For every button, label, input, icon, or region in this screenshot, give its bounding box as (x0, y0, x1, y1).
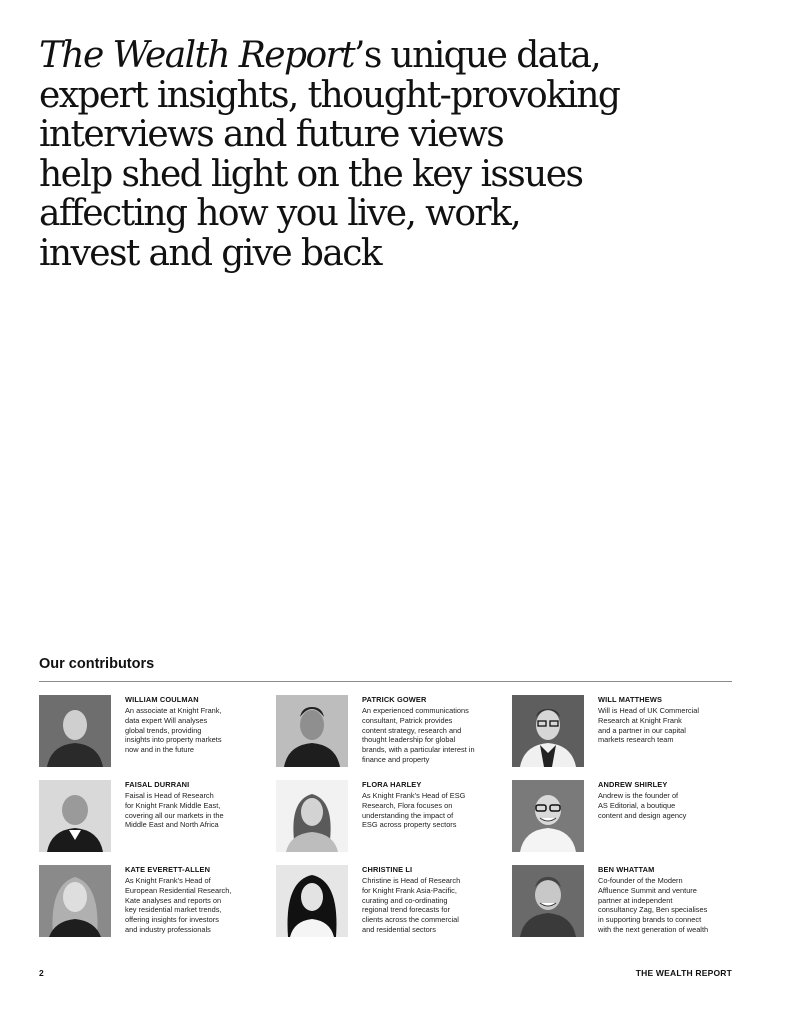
portrait-photo-icon (276, 780, 348, 852)
contributor-bio: Co-founder of the Modern Affluence Summit and venture partner at independent consultancy Zag, Ben specialises in supporting brands to connect with the next generation of wealth (598, 876, 709, 934)
headline-line-6: invest and give back (39, 232, 381, 274)
headline-line-3: interviews and future views (39, 114, 504, 155)
contributor-card (39, 695, 279, 775)
section-divider (39, 681, 732, 682)
contributor-bio: Will is Head of UK Commercial Research at Knight Frank and a partner in our capital markets research team (598, 706, 700, 745)
contributor-card (39, 780, 279, 860)
contributor-card (512, 865, 752, 945)
contributor-name: ANDREW SHIRLEY (598, 780, 668, 789)
contributor-card (39, 865, 279, 945)
contributor-name: PATRICK GOWER (362, 695, 427, 704)
portrait-photo-icon (512, 695, 584, 767)
portrait-photo-icon (512, 780, 584, 852)
contributor-bio: Faisal is Head of Research for Knight Frank Middle East, covering all our markets in the Middle East and North Africa (125, 791, 224, 830)
portrait-photo-icon (39, 865, 111, 937)
contributor-bio: As Knight Frank’s Head of ESG Research, Flora focuses on understanding the impact of ESG across property sectors (362, 791, 466, 830)
contributor-card (512, 695, 752, 775)
contributor-card (276, 865, 516, 945)
headline-line-1 (39, 35, 600, 76)
headline-line-2: expert insights, thought-provoking (39, 74, 620, 116)
contributor-name: FLORA HARLEY (362, 780, 422, 789)
contributor-name: WILLIAM COULMAN (125, 695, 199, 704)
headline-title-italic: The Wealth Report (39, 35, 354, 76)
contributor-bio: Christine is Head of Research for Knight Frank Asia-Pacific, curating and co-ordinating regional trend forecasts for clients across the commercial and residential sectors (362, 876, 461, 934)
portrait-photo-icon (512, 865, 584, 937)
contributor-card (276, 695, 516, 775)
contributor-name: FAISAL DURRANI (125, 780, 190, 789)
contributor-bio: Andrew is the founder of AS Editorial, a boutique content and design agency (598, 791, 687, 820)
contributor-bio: An associate at Knight Frank, data expert Will analyses global trends, providing insights into property markets now and in the future (125, 706, 222, 755)
page-headline (39, 36, 759, 273)
contributor-name: WILL MATTHEWS (598, 695, 663, 704)
headline-line-4: help shed light on the key issues (39, 153, 583, 195)
contributor-bio: As Knight Frank’s Head of European Residential Research, Kate analyses and reports on key residential market trends, offering insights for investors and industry professionals (125, 876, 232, 934)
headline-line-5: affecting how you live, work, (39, 193, 521, 234)
contributor-card (512, 780, 752, 860)
portrait-photo-icon (276, 865, 348, 937)
headline-line-1-rest: ’s unique data, (354, 35, 601, 76)
contributor-name: BEN WHATTAM (598, 865, 655, 874)
portrait-photo-icon (276, 695, 348, 767)
portrait-photo-icon (39, 695, 111, 767)
contributor-card (276, 780, 516, 860)
portrait-photo-icon (39, 780, 111, 852)
page-number: 2 (39, 968, 44, 978)
contributor-name: KATE EVERETT-ALLEN (125, 865, 211, 874)
contributor-name: CHRISTINE LI (362, 865, 413, 874)
contributor-bio: An experienced communications consultant, Patrick provides content strategy, research and thought leadership for global brands, with a particular interest in finance and property (362, 706, 475, 764)
contributors-heading: Our contributors (39, 656, 155, 672)
publication-title: THE WEALTH REPORT (635, 968, 732, 978)
